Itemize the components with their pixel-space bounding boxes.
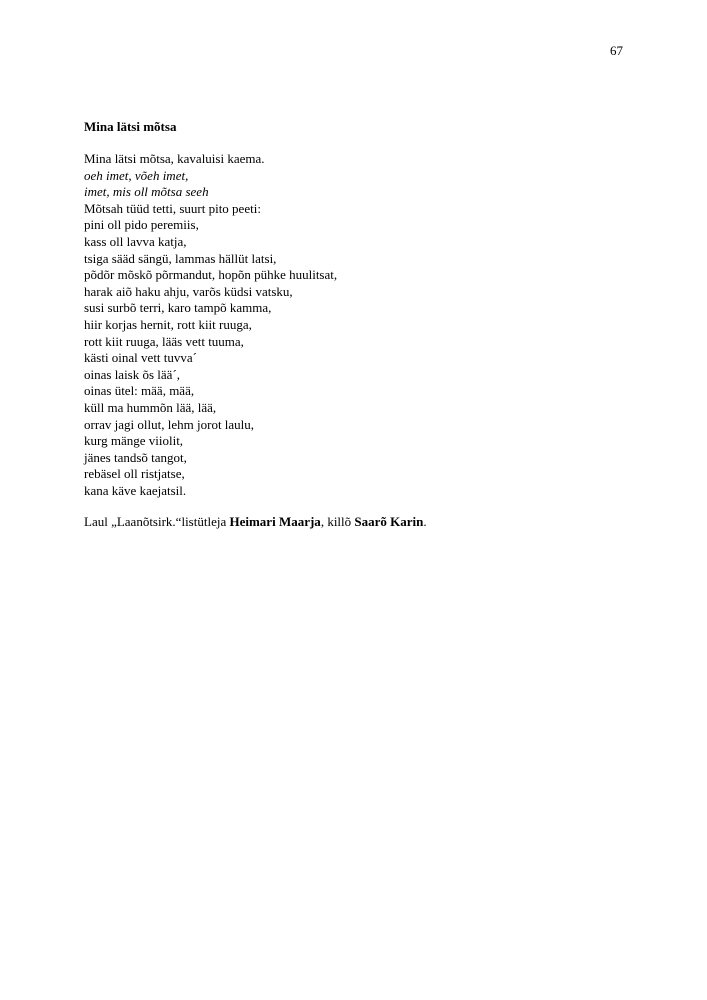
poem-line: Mõtsah tüüd tetti, suurt pito peeti: [84,200,261,216]
poem-line: pini oll pido peremiis, [84,217,199,233]
poem-lines [84,151,644,499]
poem-line: oinas laisk õs lää´, [84,366,181,382]
credit-suffix: . [423,514,427,530]
poem-line: Mina lätsi mõtsa, kavaluisi kaema. [84,151,265,166]
poem-line: kästi oinal vett tuvva´ [84,350,198,366]
page-number: 67 [610,43,623,58]
poem-line: kurg mänge viiolit, [84,433,184,449]
credit-singer-name: Heimari Maarja [229,514,321,530]
poem-line: orrav jagi ollut, lehm jorot laulu, [84,416,255,432]
poem-line: oinas ütel: mää, mää, [84,383,195,399]
poem-line: hiir korjas hernit, rott kiit ruuga, [84,316,252,332]
poem-line: rott kiit ruuga, lääs vett tuuma, [84,333,244,349]
song-section [84,119,644,530]
credit-middle: , killõ [320,514,355,530]
credit-reciter-name: Saarõ Karin [354,514,424,530]
poem-line: tsiga sääd sängü, lammas hällüt latsi, [84,250,277,266]
poem-line: susi surbõ terri, karo tampõ kamma, [84,300,272,316]
poem-refrain-line: imet, mis oll mõtsa seeh [84,184,209,200]
poem-line: küll ma hummõn lää, lää, [84,399,217,415]
song-title: Mina lätsi mõtsa [84,119,177,134]
poem-line: põdõr mõskõ põrmandut, hopõn pühke huulitsat, [84,267,338,283]
credit-prefix: Laul „Laanõtsirk.“listütleja [84,514,230,530]
poem-line: kass oll lavva katja, [84,233,187,249]
poem-line: jänes tandsõ tangot, [84,449,187,465]
poem-line: rebäsel oll ristjatse, [84,466,185,482]
poem-line: harak aiõ haku ahju, varõs küdsi vatsku, [84,283,293,299]
poem-refrain-line: oeh imet, võeh imet, [84,167,189,183]
poem-line: kana käve kaejatsil. [84,482,187,498]
song-credit [84,514,644,530]
